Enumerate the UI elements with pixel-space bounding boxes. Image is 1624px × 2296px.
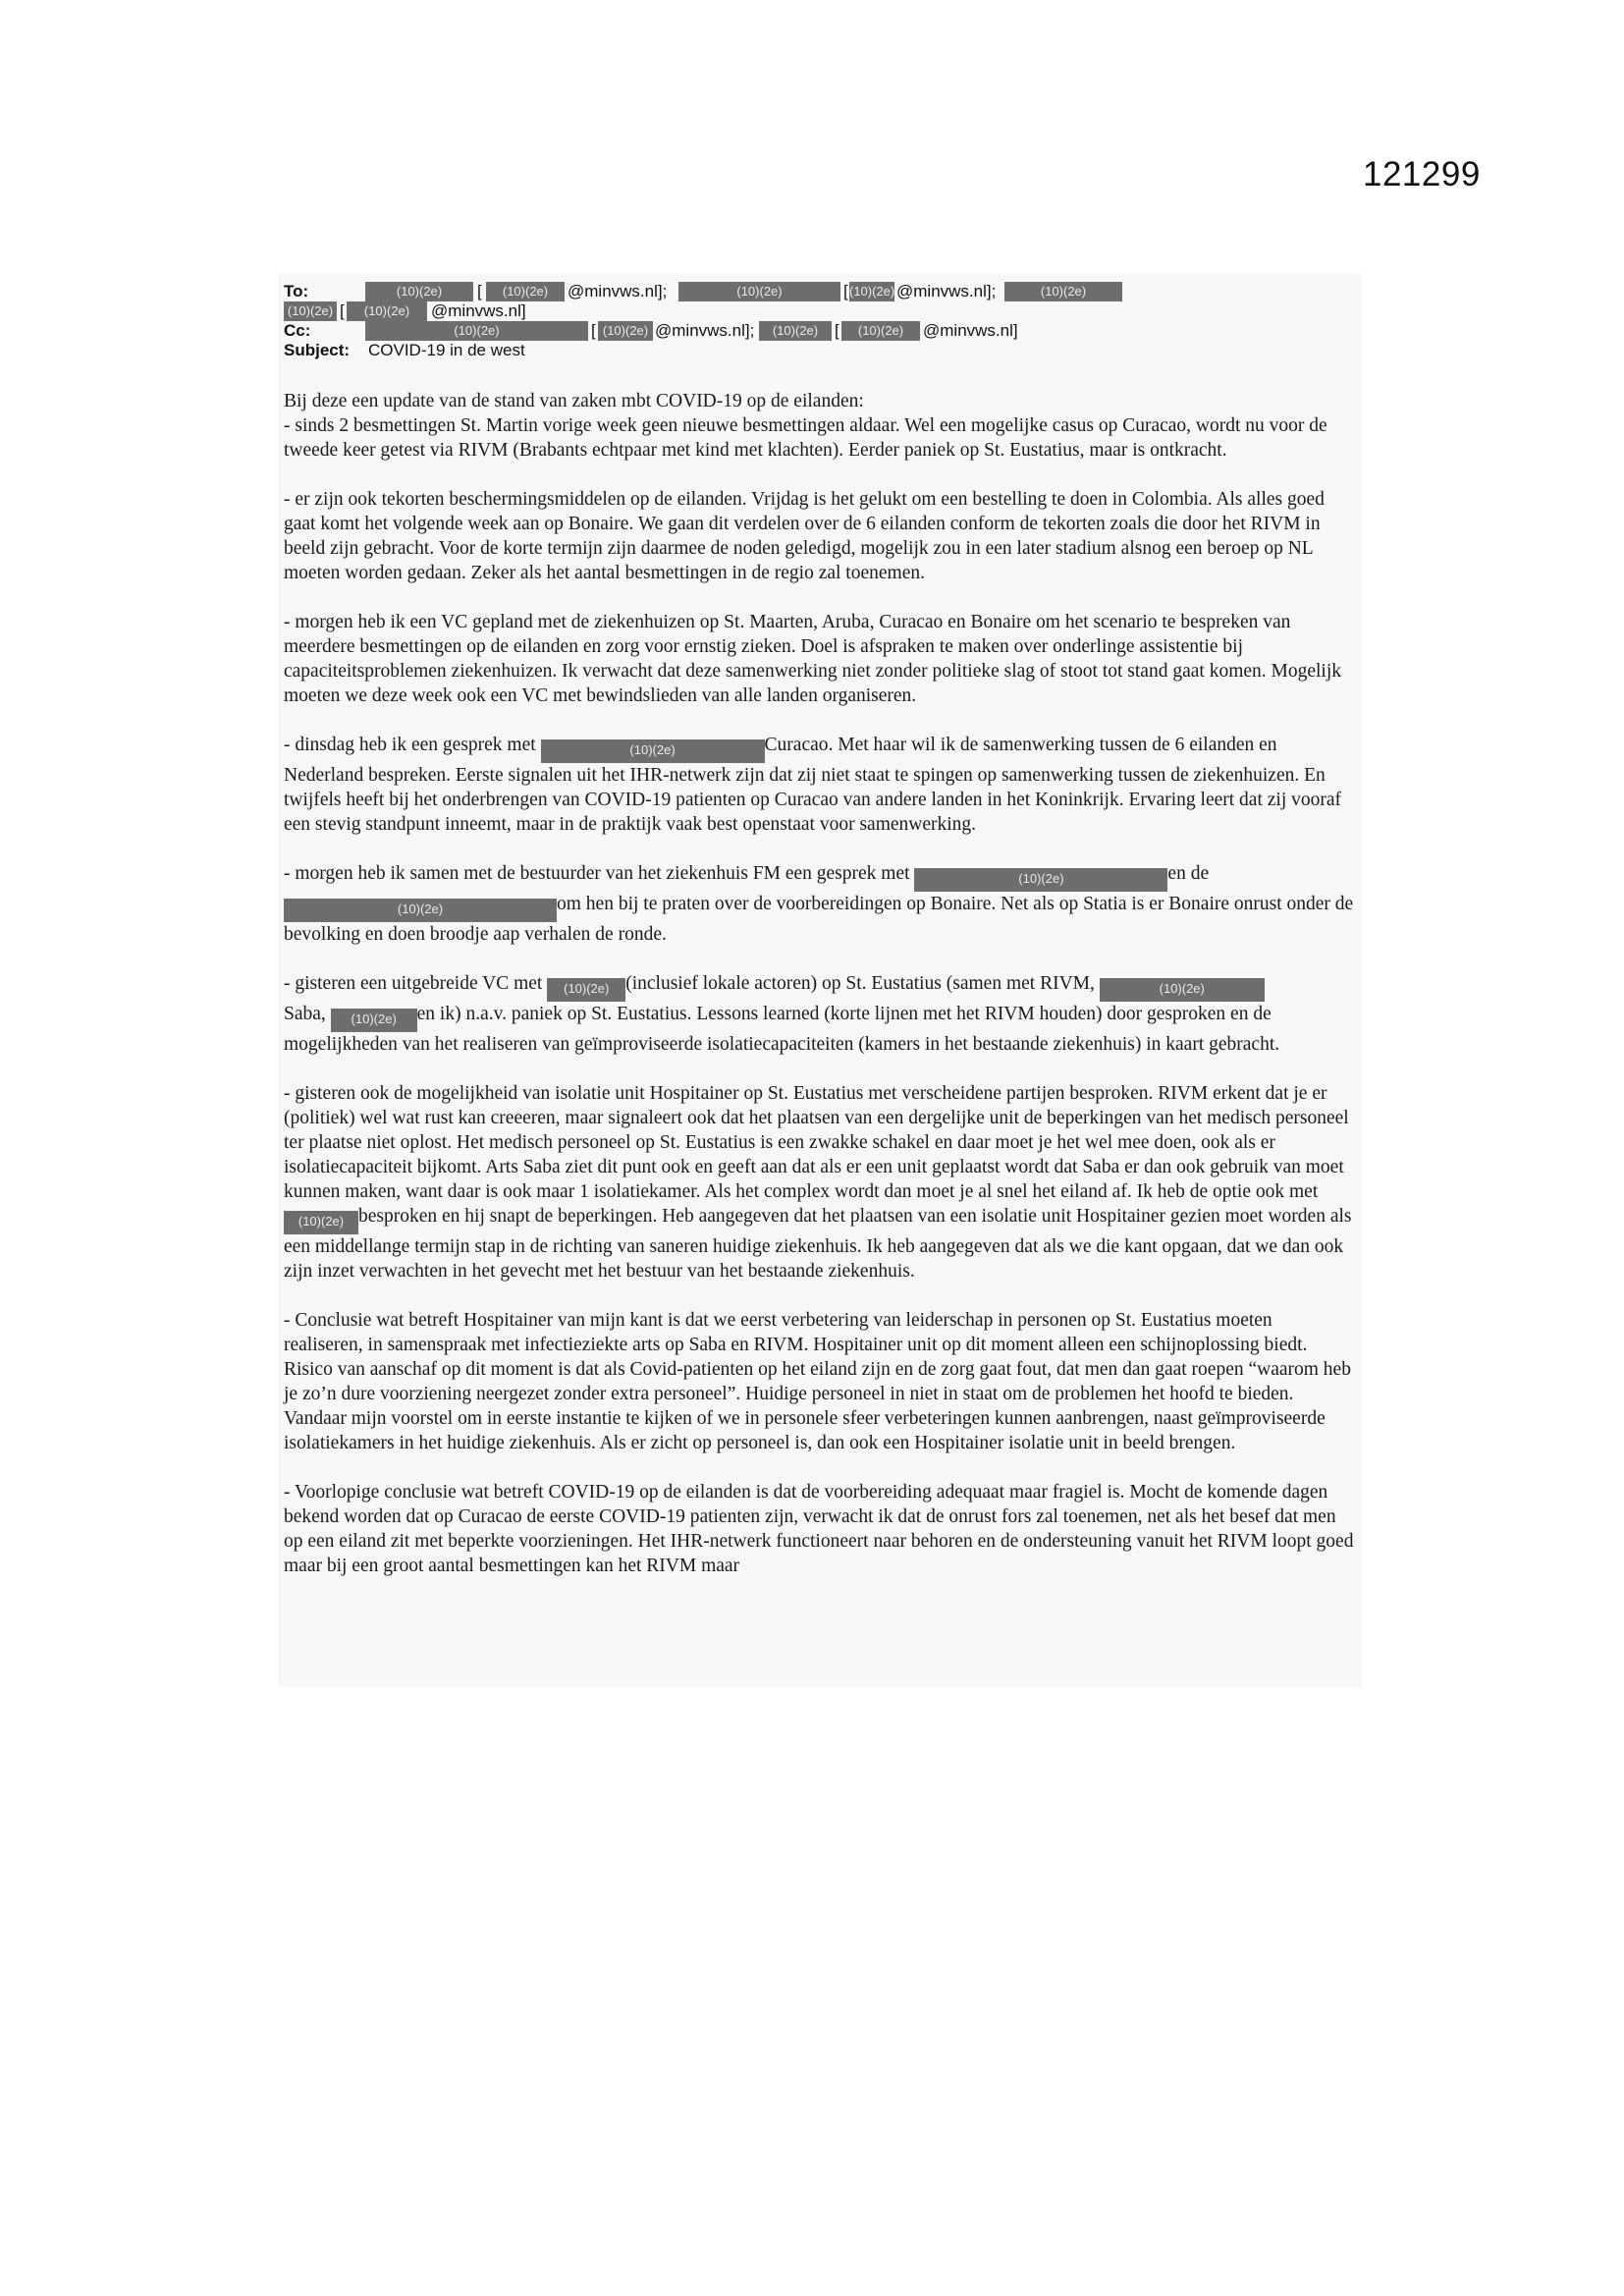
paragraph-conclusion-hospitainer: - Conclusie wat betreft Hospitainer van mijn kant is dat we eerst verbetering van leiderschap in personen op St. Eustatius moeten realiseren, in samenspraak met infectieziekte arts op Saba en RIVM. Hospitainer unit op dit moment alleen een schijnoplossing biedt. Risico van aanschaf op dit moment is dat als Covid-patienten op het eiland zijn en de zorg gaat fout, dat men dan gaat roepen “waarom heb je zo’n dure voorziening neergezet zonder extra personeel”. Huidige personeel in niet in staat om de problemen het hoofd te bieden. Vandaar mijn voorstel om in eerste instantie te kijken of we in personele sfeer verbeteringen kunnen aanbrengen, naast geïmproviseerde isolatiekamers in het huidige ziekenhuis. Als er zicht op personeel is, dan ook een Hospitainer isolatie unit in beeld brengen. — [284, 1310, 1351, 1453]
paragraph-vc-hospitals: - morgen heb ik een VC gepland met de ziekenhuizen op St. Maarten, Aruba, Curacao en Bonaire om het scenario te bespreken van meerdere besmettingen op de eilanden en zorg voor ernstig zieken. Doel is afspraken te maken over onderlinge assistentie bij capaciteitsproblemen ziekenhuizen. Ik verwacht dat deze samenwerking niet zonder politieke slag of stoot tot stand gaat komen. Mogelijk moeten we deze week ook een VC met bewindslieden van alle landen organiseren. — [284, 612, 1342, 706]
paragraph-tuesday-meeting: - dinsdag heb ik een gesprek met (10)(2e) Curacao. Met haar wil ik de samenwerking tussen de 6 eilanden en Nederland bespreken. Eerste signalen uit het IHR-netwerk zijn dat zij niet staat te spingen op samenwerking tussen de ziekenhuizen. En twijfels heeft bij het onderbrengen van COVID-19 patienten op Curacao van andere landen in het Koninkrijk. Ervaring leert dat zij vooraf een stevig standpunt inneemt, maar in de praktijk vaak best openstaat voor samenwerking. — [284, 735, 1342, 835]
paragraph-preliminary-conclusion: - Voorlopige conclusie wat betreft COVID-19 op de eilanden is dat de voorbereiding adequaat maar fragiel is. Mocht de komende dagen bekend worden dat op Curacao de eerste COVID-19 patienten zijn, verwacht ik dat de onrust fors zal toenemen, net als het besef dat men op een eiland zit met beperkte voorzieningen. Het IHR-netwerk functioneert naar behoren en de ondersteuning vanuit het RIVM loopt goed maar bij een groot aantal besmettingen kan het RIVM maar — [284, 1482, 1354, 1576]
document-number: 121299 — [1363, 155, 1481, 193]
paragraph-update: Bij deze een update van de stand van zaken mbt COVID-19 op de eilanden: - sinds 2 besmettingen St. Martin vorige week geen nieuwe besmettingen aldaar. Wel een mogelijke casus op Curacao, wordt nu voor de tweede keer getest via RIVM (Brabants echtpaar met kind met klachten). Eerder paniek op St. Eustatius, maar is ontkracht. — [284, 391, 1327, 461]
cc-row — [284, 321, 1364, 341]
paragraph-protective-equipment: - er zijn ook tekorten beschermingsmiddelen op de eilanden. Vrijdag is het gelukt om een bestelling te doen in Colombia. Als alles goed gaat komt het volgende week aan op Bonaire. We gaan dit verdelen over de 6 eilanden conform de tekorten zoals die door het RIVM in beeld zijn gebracht. Voor de korte termijn zijn daarmee de noden geledigd, mogelijk zou in een later stadium alsnog een beroep op NL moeten worden gedaan. Zeker als het aantal besmettingen in de regio zal toenemen. — [284, 489, 1325, 583]
bracket-text: [ — [835, 321, 839, 340]
redacted-block: (10)(2e) — [365, 321, 588, 341]
bracket-text: [ — [340, 301, 345, 320]
redacted-block: (10)(2e) — [284, 1211, 358, 1234]
email-domain: @minvws.nl] — [431, 301, 526, 320]
to-row — [284, 282, 1364, 301]
redacted-block: (10)(2e) — [759, 321, 832, 341]
bracket-text: [ — [477, 282, 482, 301]
redacted-block: (10)(2e) — [547, 978, 625, 1002]
redacted-block: (10)(2e) — [365, 282, 473, 301]
email-domain: @minvws.nl] — [923, 321, 1018, 340]
redacted-block: (10)(2e) — [849, 282, 894, 301]
email-domain: @minvws.nl]; — [568, 282, 668, 301]
to-label: To: — [284, 282, 309, 301]
email-domain: @minvws.nl]; — [896, 282, 997, 301]
redacted-block: (10)(2e) — [914, 868, 1167, 892]
subject-label: Subject: — [284, 341, 351, 359]
email-header — [284, 282, 1364, 360]
redacted-block: (10)(2e) — [331, 1009, 417, 1032]
cc-label: Cc: — [284, 321, 311, 340]
redacted-block: (10)(2e) — [541, 739, 765, 763]
redacted-block: (10)(2e) — [347, 301, 427, 321]
redacted-block: (10)(2e) — [1004, 282, 1122, 301]
paragraph-hospitainer: - gisteren ook de mogelijkheid van isolatie unit Hospitainer op St. Eustatius met verscheidene partijen besproken. RIVM erkent dat je er (politiek) wel wat rust kan creeeren, maar signaleert ook dat het plaatsen van een dergelijke unit de beperkingen van het medisch personeel ter plaatse niet oplost. Het medisch personeel op St. Eustatius is een zwakke schakel en daar moet je het wel mee doen, ook als er isolatiecapaciteit bijkomt. Arts Saba ziet dit punt ook en geeft aan dat als er een unit geplaatst wordt dat Saba er dan ook gebruik van moet kunnen maken, want daar is ook maar 1 isolatiekamer. Als het complex wordt dan moet je al snel het eiland af. Ik heb de optie ook met (10)(2e) besproken en hij snapt de beperkingen. Heb aangegeven dat het plaatsen van een isolatie unit Hospitainer gezien moet worden als een middellange termijn stap in de richting van saneren huidige ziekenhuis. Ik heb aangegeven dat als we die kant opgaan, dat we dan ook zijn inzet verwachten in het gevecht met het bestuur van het bestaande ziekenhuis. — [284, 1083, 1352, 1282]
bracket-text: [ — [591, 321, 596, 340]
paragraph-eustatius-vc: - gisteren een uitgebreide VC met (10)(2e) (inclusief lokale actoren) op St. Eustatius (samen met RIVM, (10)(2e) Saba, (10)(2e) en ik) n.a.v. paniek op St. Eustatius. Lessons learned (korte lijnen met het RIVM houden) door gesproken en de mogelijkheden van het realiseren van geïmproviseerde isolatiecapaciteiten (kamers in het bestaande ziekenhuis) in kaart gebracht. — [284, 973, 1280, 1055]
bracket-text: [ — [843, 282, 848, 301]
redacted-block: (10)(2e) — [284, 899, 557, 922]
redacted-block: (10)(2e) — [598, 321, 653, 341]
subject-row — [284, 341, 1364, 360]
redacted-block: (10)(2e) — [284, 301, 337, 321]
paragraph-bonaire-meeting: - morgen heb ik samen met de bestuurder van het ziekenhuis FM een gesprek met (10)(2e) en de (10)(2e) om hen bij te praten over de voorbereidingen op Bonaire. Net als op Statia is er Bonaire onrust onder de bevolking en doen broodje aap verhalen de ronde. — [284, 863, 1354, 945]
to-row-continued — [284, 301, 1364, 321]
redacted-block: (10)(2e) — [486, 282, 565, 301]
email-body — [284, 389, 1354, 1578]
subject-text: COVID-19 in de west — [368, 341, 525, 359]
redacted-block: (10)(2e) — [678, 282, 840, 301]
email-domain: @minvws.nl]; — [655, 321, 755, 340]
redacted-block: (10)(2e) — [841, 321, 920, 341]
redacted-block: (10)(2e) — [1100, 978, 1265, 1002]
